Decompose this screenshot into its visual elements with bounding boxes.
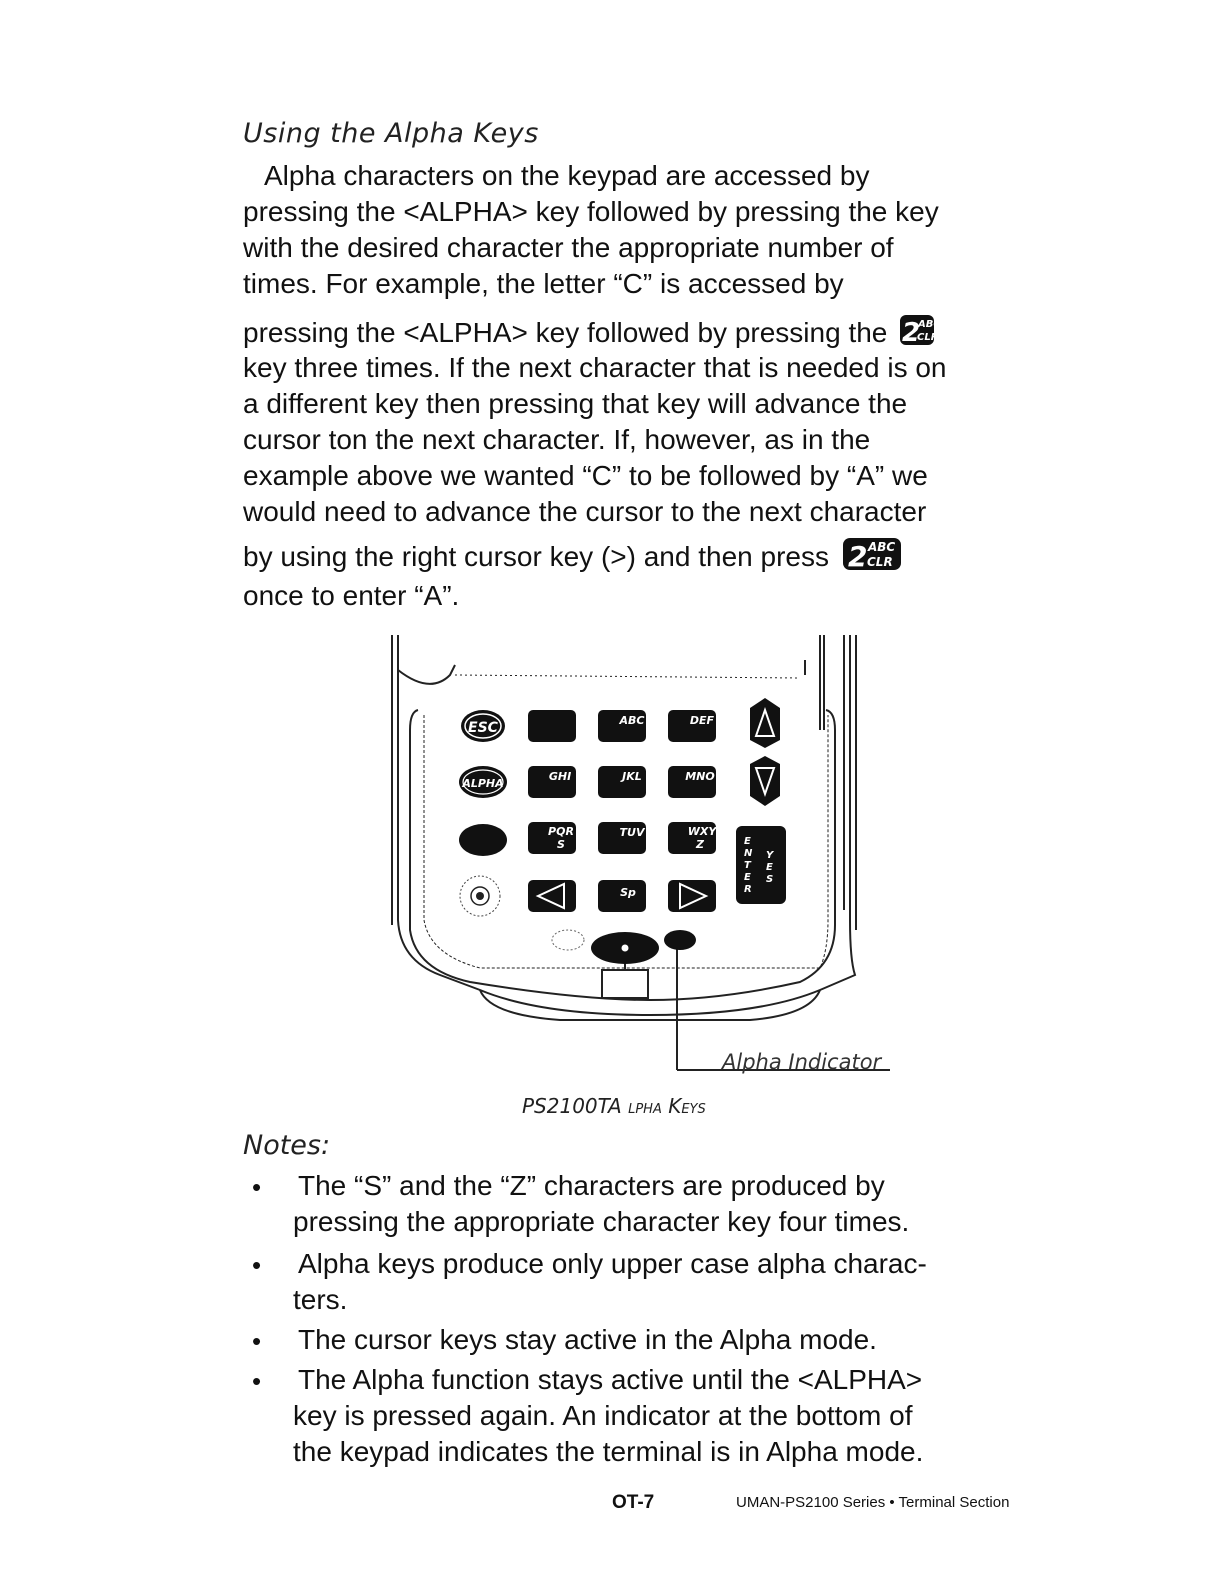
key-abc-label: ABC [619,714,645,727]
figure-caption [522,1094,706,1118]
left-cursor-key [528,880,576,912]
paragraph-line: a different key then pressing that key will advance the [243,388,908,419]
caption-a: A [608,1094,622,1118]
notes-title: Notes: [243,1130,331,1161]
paragraph-line: times. For example, the letter “C” is accessed by [243,268,844,299]
up-arrow-key [750,698,780,748]
note-line: ters. [293,1284,348,1315]
paragraph-line-with-key [243,536,903,581]
section-title: Using the Alpha Keys [243,118,539,149]
key-bottom-label: CLR [917,332,939,343]
note-line: The “S” and the “Z” characters are produced by [298,1170,885,1201]
caption-k: K [668,1094,682,1118]
note-line: the keypad indicates the terminal is in Alpha mode. [293,1436,924,1467]
down-arrow-key [750,756,780,806]
key-digit: 2 [847,540,868,573]
alpha-indicator-led [664,930,696,950]
paragraph-line: key three times. If the next character that is needed is on [243,352,947,383]
note-line: The cursor keys stay active in the Alpha mode. [298,1324,877,1355]
bullet: • [252,1326,262,1356]
document-title: UMAN-PS2100 Series • Terminal Section [736,1494,1010,1511]
paragraph-line: Alpha characters on the keypad are accessed by [264,160,870,191]
paragraph-line: example above we wanted “C” to be followed by “A” we [243,460,928,491]
note-line: Alpha keys produce only upper case alpha charac- [298,1248,927,1279]
bullet: • [252,1366,262,1396]
key-1 [528,710,576,742]
key-pqrs-label-top: PQR [548,825,574,838]
key-pqrs-label-bottom: S [557,838,565,851]
paragraph-line: with the desired character the appropriate number of [243,232,894,263]
svg-text:Y: Y [766,850,774,861]
key-top-label: ABC [867,540,895,554]
keypad-illustration [380,630,920,1080]
key-2-abc-clr-icon [841,536,903,581]
key-2-abc-clr-icon [899,314,941,355]
key-jkl-label: JKL [622,770,642,783]
left-indicator-outline [552,930,584,950]
enter-letter: E [744,836,751,847]
svg-text:E: E [766,862,773,873]
svg-text:N: N [744,848,753,859]
alpha-indicator-label: Alpha Indicator [722,1050,882,1074]
key-ghi-label: GHI [548,770,572,783]
esc-key-label: ESC [468,720,498,736]
paragraph-line-with-key [243,314,941,355]
key-bottom-label: CLR [866,555,893,569]
right-cursor-key [668,880,716,912]
svg-text:E: E [744,872,751,883]
svg-text:R: R [744,884,752,895]
paragraph-line: by using the right cursor key (>) and then press [243,540,829,572]
key-top-label: ABC [918,319,941,330]
note-line: pressing the appropriate character key four times. [293,1206,910,1237]
page-number: OT-7 [612,1492,655,1513]
bullet: • [252,1172,262,1202]
key-def-label: DEF [689,714,715,727]
paragraph-line: pressing the <ALPHA> key followed by pressing the key [243,196,939,227]
bullet: • [252,1250,262,1280]
paragraph-line: would need to advance the cursor to the next character [243,496,927,527]
note-line: key is pressed again. An indicator at the bottom of [293,1400,913,1431]
caption-lpha: LPHA [628,1102,662,1117]
key-wxyz-label-bottom: Z [696,838,704,851]
caption-model: PS2100T [522,1094,609,1118]
key-tuv-label: TUV [619,826,645,839]
paragraph-line: pressing the <ALPHA> key followed by pressing the [243,316,888,348]
keypad-figure [380,630,920,1080]
note-line: The Alpha function stays active until the <ALPHA> [298,1364,923,1395]
paragraph-line: cursor ton the next character. If, however, as in the [243,424,871,455]
paragraph-line: once to enter “A”. [243,580,460,611]
key-wxyz-label-top: WXY [687,825,717,838]
caption-eys: EYS [681,1102,706,1117]
alpha-key-label: ALPHA [462,777,504,790]
key-digit: 2 [902,318,921,348]
blank-oval-key [459,824,507,856]
key-space-label: Sp [620,886,636,899]
key-mno-label: MNO [685,770,715,783]
svg-text:T: T [744,860,751,871]
svg-text:S: S [766,874,774,885]
